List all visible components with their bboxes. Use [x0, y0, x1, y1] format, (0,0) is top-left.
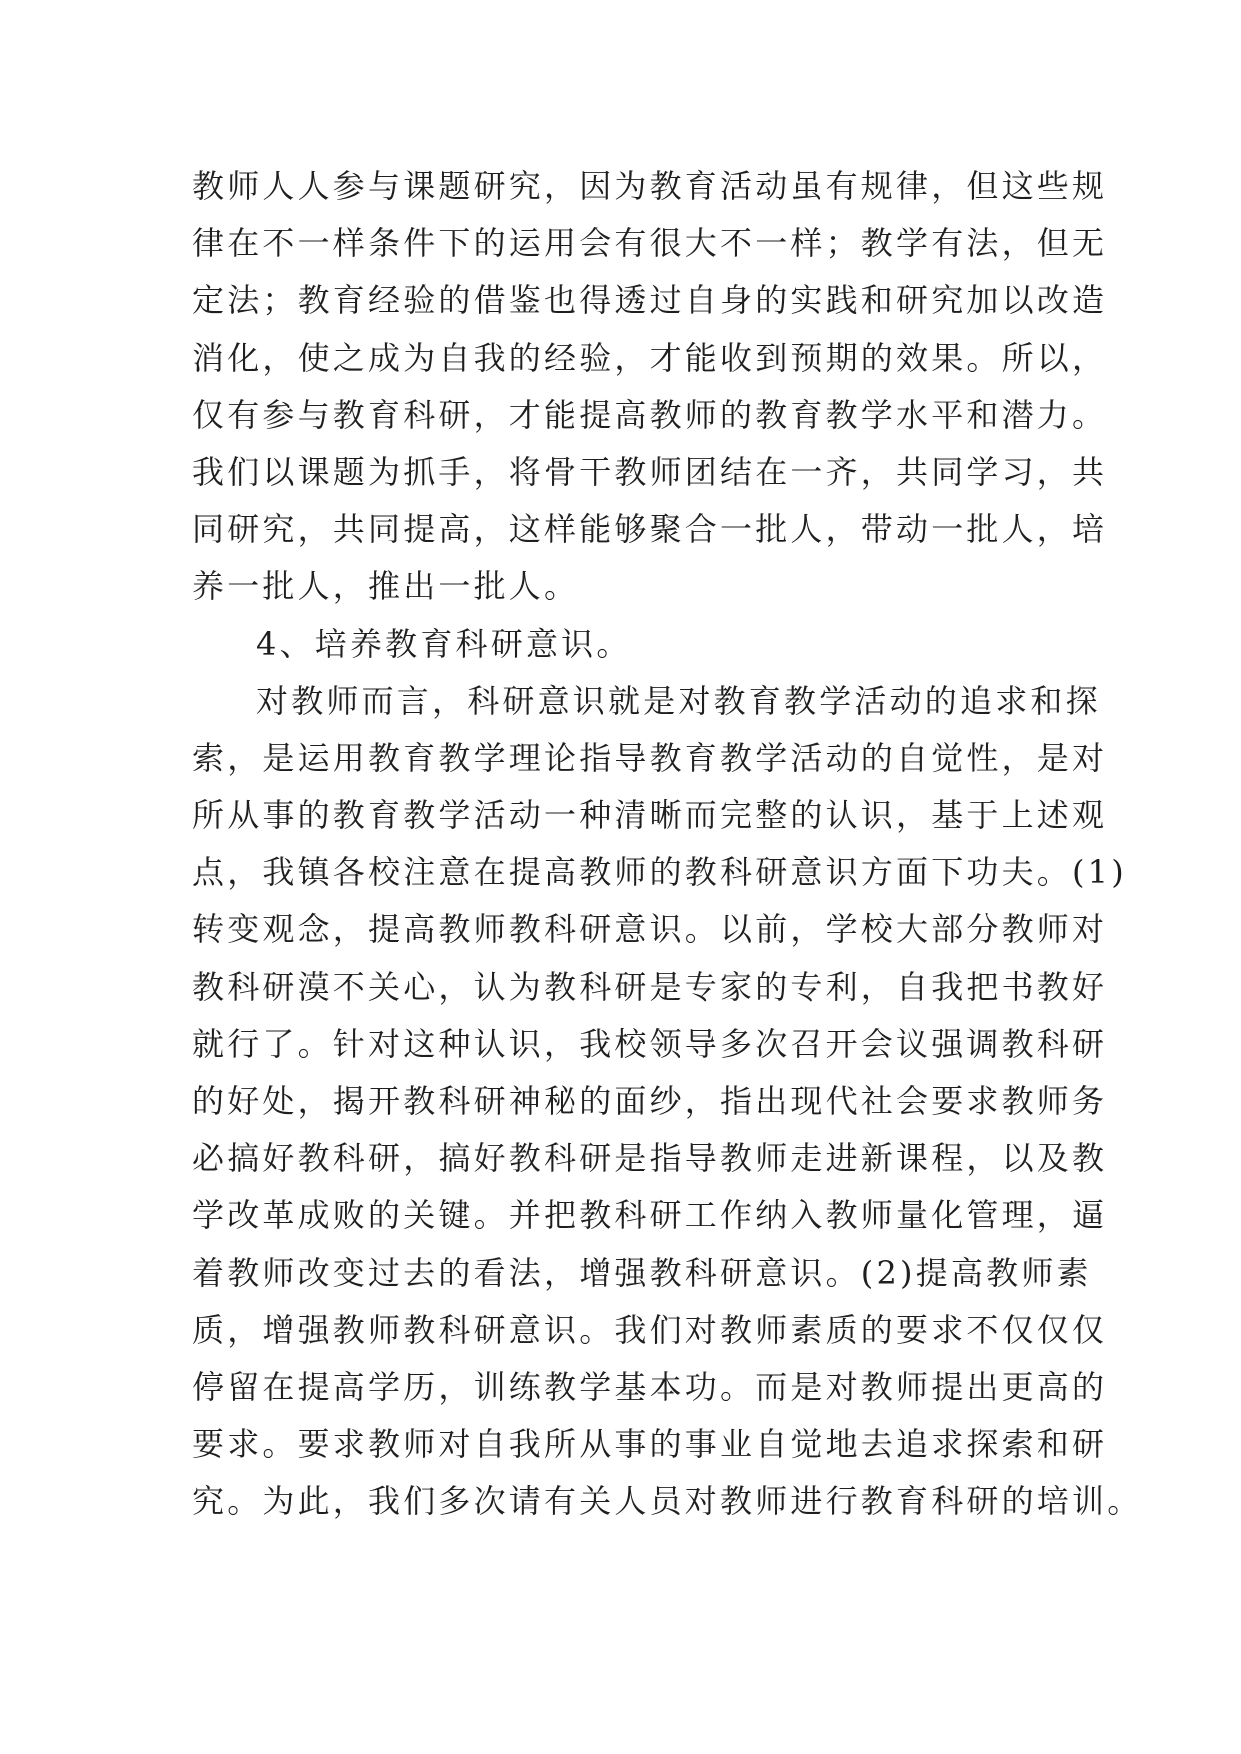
paragraph-first-line: 对教师而言，科研意识就是对教育教学活动的追求和探 [256, 681, 1101, 720]
section-heading: 4、培养教育科研意识。 [256, 624, 632, 663]
text-line: 停留在提高学历，训练教学基本功。而是对教师提出更高的 [192, 1367, 1108, 1406]
text-line: 要求。要求教师对自我所从事的事业自觉地去追求探索和研 [192, 1425, 1108, 1464]
text-line: 的好处，揭开教科研神秘的面纱，指出现代社会要求教师务 [192, 1082, 1108, 1120]
text-line: 着教师改变过去的看法，增强教科研意识。(2)提高教师素 [192, 1253, 1092, 1292]
text-line: 教科研漠不关心，认为教科研是专家的专利，自我把书教好 [192, 967, 1108, 1006]
document-body [192, 158, 1143, 1531]
text-line: 质，增强教师教科研意识。我们对教师素质的要求不仅仅仅 [192, 1310, 1108, 1349]
text-line: 转变观念，提高教师教科研意识。以前，学校大部分教师对 [192, 910, 1108, 949]
text-line: 所从事的教育教学活动一种清晰而完整的认识，基于上述观 [192, 796, 1108, 835]
text-line: 点，我镇各校注意在提高教师的教科研意识方面下功夫。(1) [192, 853, 1127, 892]
text-line: 定法；教育经验的借鉴也得透过自身的实践和研究加以改造 [192, 281, 1108, 320]
text-line: 究。为此，我们多次请有关人员对教师进行教育科研的培训。 [192, 1482, 1143, 1521]
text-line: 消化，使之成为自我的经验，才能收到预期的效果。所以， [192, 338, 1108, 377]
text-line: 必搞好教科研，搞好教科研是指导教师走进新课程，以及教 [192, 1139, 1108, 1178]
text-line: 仅有参与教育科研，才能提高教师的教育教学水平和潜力。 [192, 395, 1108, 434]
text-line: 养一批人，推出一批人。 [192, 567, 580, 606]
text-line: 索，是运用教育教学理论指导教育教学活动的自觉性，是对 [192, 738, 1108, 777]
text-line: 教师人人参与课题研究，因为教育活动虽有规律，但这些规 [192, 167, 1108, 205]
text-line: 同研究，共同提高，这样能够聚合一批人，带动一批人，培 [192, 510, 1108, 549]
text-line: 就行了。针对这种认识，我校领导多次召开会议强调教科研 [192, 1024, 1108, 1063]
text-line: 我们以课题为抓手，将骨干教师团结在一齐，共同学习，共 [192, 452, 1108, 491]
text-line: 学改革成败的关键。并把教科研工作纳入教师量化管理，逼 [192, 1196, 1108, 1235]
text-line: 律在不一样条件下的运用会有很大不一样；教学有法，但无 [192, 224, 1108, 263]
